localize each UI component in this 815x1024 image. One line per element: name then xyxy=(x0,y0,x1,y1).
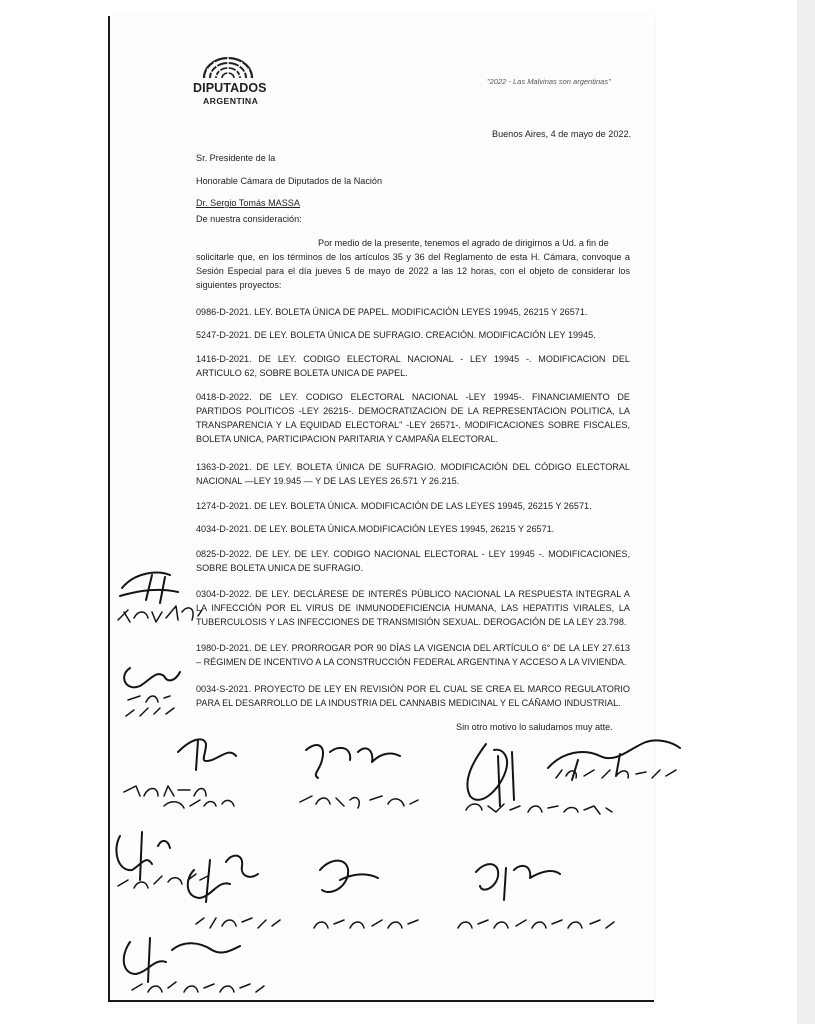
letterhead-motto: "2022 - Las Malvinas son argentinas" xyxy=(487,77,611,86)
addressee-line-2: Honorable Cámara de Diputados de la Nación xyxy=(196,176,383,186)
closing-line: Sin otro motivo lo saludamos muy atte. xyxy=(456,722,613,732)
project-item: 1980-D-2021. DE LEY. PRORROGAR POR 90 DÍAS LA VIGENCIA DEL ARTÍCULO 6° DE LA LEY 27.613 – RÉGIMEN DE INCENTIVO A LA CONSTRUCCIÓN FEDERAL ARGENTINA Y ACCESO A LA VIVIENDA. xyxy=(196,643,630,667)
project-item: 4034-D-2021. DE LEY. BOLETA ÚNICA.MODIFICACIÓN LEYES 19945, 26215 Y 26571. xyxy=(196,524,555,534)
intro-paragraph: solicitarle que, en los términos de los artículos 35 y 36 del Reglamento de esta H. Cámara, convoque a Sesión Especial para el día jueves 5 de mayo de 2022 a las 12 horas, con el objeto de considerar los siguientes proyectos: xyxy=(196,252,630,290)
letterhead-name: DIPUTADOS xyxy=(193,81,267,95)
project-item: 1363-D-2021. DE LEY. BOLETA ÚNICA DE SUFRAGIO. MODIFICACIÓN DEL CÓDIGO ELECTORAL NACIONAL —LEY 19.945 — Y DE LAS LEYES 26.571 Y 26.215. xyxy=(196,462,630,486)
project-item: 0304-D-2022. DE LEY. DECLÁRESE DE INTERÉS PÚBLICO NACIONAL LA RESPUESTA INTEGRAL A LA INFECCIÓN POR EL VIRUS DE INMUNODEFICIENCIA HUMANA, LAS HEPATITIS VIRALES, LA TUBERCULOSIS Y LAS INFECCIONES DE TRANSMISIÓN SEXUAL. DEROGACIÓN DE LA LEY 23.798. xyxy=(196,589,630,627)
addressee-name: Dr. Sergio Tomás MASSA xyxy=(196,198,300,208)
congress-dome-logo-icon xyxy=(200,52,256,80)
project-item: 1274-D-2021. DE LEY. BOLETA ÚNICA. MODIFICACIÓN DE LAS LEYES 19945, 26215 Y 26571. xyxy=(196,501,592,511)
project-item: 0986-D-2021. LEY. BOLETA ÚNICA DE PAPEL. MODIFICACIÓN LEYES 19945, 26215 Y 26571. xyxy=(196,307,588,317)
greeting: De nuestra consideración: xyxy=(196,214,302,224)
project-item: 0825-D-2022. DE LEY. DE LEY. CODIGO NACIONAL ELECTORAL - LEY 19945 -. MODIFICACIONES, SOBRE BOLETA UNICA DE SUFRAGIO. xyxy=(196,549,630,573)
project-item: 1416-D-2021. DE LEY. CODIGO ELECTORAL NACIONAL - LEY 19945 -. MODIFICACION DEL ARTICULO 62, SOBRE BOLETA UNICA DE PAPEL. xyxy=(196,354,630,378)
project-item: 0418-D-2022. DE LEY. CODIGO ELECTORAL NACIONAL -LEY 19945-. FINANCIAMIENTO DE PARTIDOS POLITICOS -LEY 26215-. DEMOCRATIZACION DE LA REPRESENTACION POLITICA, LA TRANSPARENCIA Y LA EQUIDAD ELECTORAL" -LEY 26571-. MODIFICACIONES SOBRE FISCALES, BOLETA UNICA, PARTICIPACION PARITARIA Y CAMPAÑA ELECTORAL. xyxy=(196,392,630,444)
intro-first-line: Por medio de la presente, tenemos el agrado de dirigirnos a Ud. a fin de xyxy=(318,238,609,248)
project-item: 0034-S-2021. PROYECTO DE LEY EN REVISIÓN POR EL CUAL SE CREA EL MARCO REGULATORIO PARA EL DESARROLLO DE LA INDUSTRIA DEL CANNABIS MEDICINAL Y EL CÁÑAMO INDUSTRIAL. xyxy=(196,684,630,708)
date-line: Buenos Aires, 4 de mayo de 2022. xyxy=(492,129,632,139)
project-item: 5247-D-2021. DE LEY. BOLETA ÚNICA DE SUFRAGIO. CREACIÓN. MODIFICACIÓN LEY 19945. xyxy=(196,330,596,340)
addressee-line-1: Sr. Presidente de la xyxy=(196,153,276,163)
letterhead-country: ARGENTINA xyxy=(203,96,259,106)
